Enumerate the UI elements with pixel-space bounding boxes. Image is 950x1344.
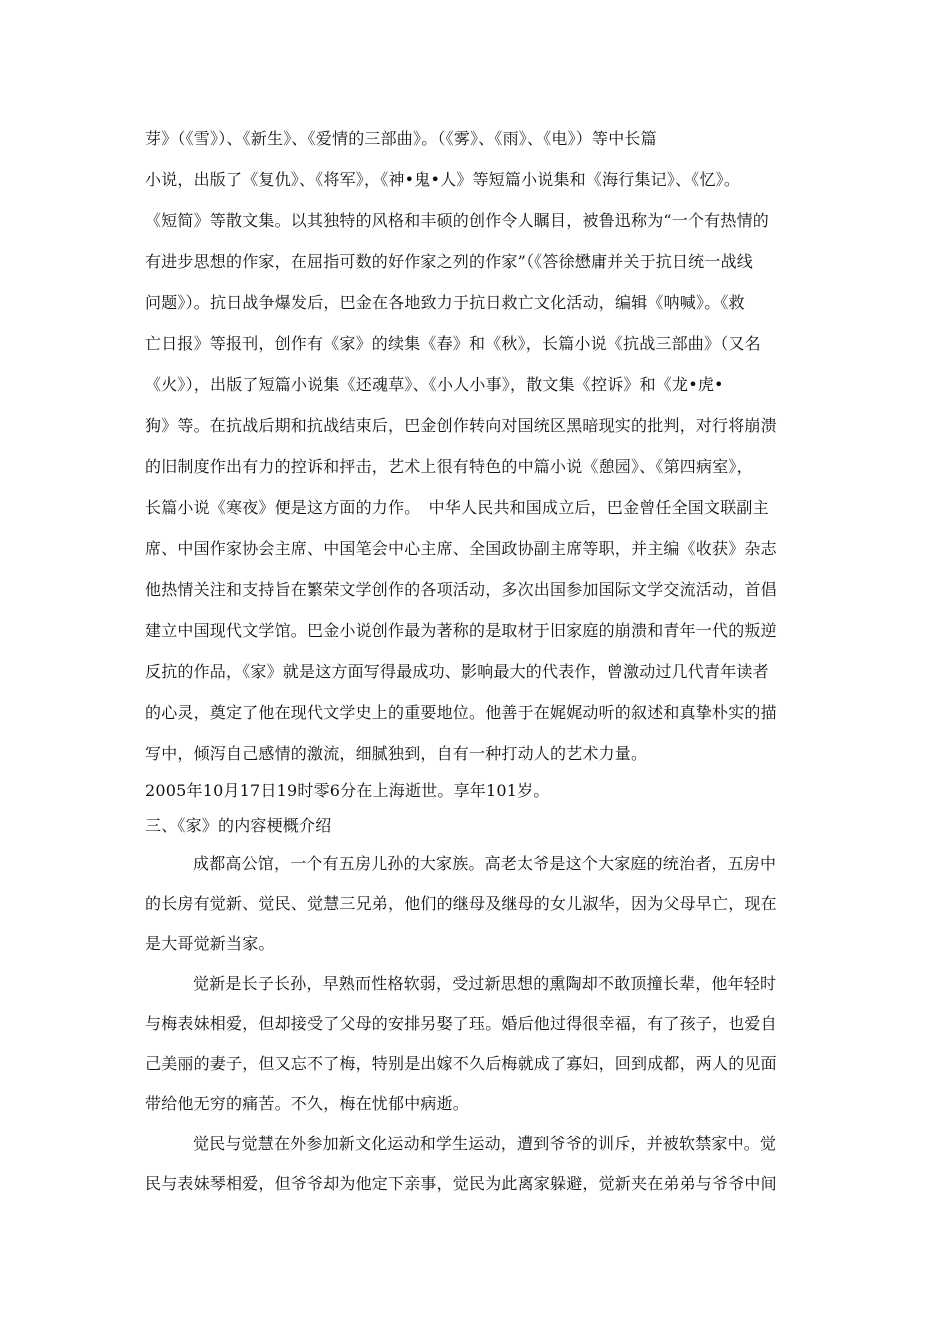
- text-line: 他热情关注和支持旨在繁荣文学创作的各项活动，多次出国参加国际文学交流活动，首倡: [145, 580, 777, 599]
- section-heading: 三、《家》的内容梗概介绍: [145, 816, 332, 835]
- text-line: 席、中国作家协会主席、中国笔会中心主席、全国政协副主席等职，并主编《收获》杂志: [145, 539, 777, 558]
- text-line: 有进步思想的作家，在屈指可数的好作家之列的作家”（《答徐懋庸并关于抗日统一战线: [145, 252, 753, 271]
- text-line: 亡日报》等报刊，创作有《家》的续集《春》和《秋》，长篇小说《抗战三部曲》（又名: [145, 334, 761, 353]
- text-line: 的心灵，奠定了他在现代文学史上的重要地位。他善于在娓娓动听的叙述和真挚朴实的描: [145, 703, 777, 722]
- text-line: 的长房有觉新、觉民、觉慧三兄弟，他们的继母及继母的女儿淑华，因为父母早亡，现在: [145, 894, 777, 913]
- text-line: 带给他无穷的痛苦。不久，梅在忧郁中病逝。: [145, 1094, 470, 1113]
- text-line: 《火》），出版了短篇小说集《还魂草》、《小人小事》，散文集《控诉》和《龙•虎•: [145, 375, 724, 394]
- text-line: 《短简》等散文集。以其独特的风格和丰硕的创作令人瞩目，被鲁迅称为“一个有热情的: [145, 211, 769, 230]
- text-line: 长篇小说《寒夜》便是这方面的力作。 中华人民共和国成立后，巴金曾任全国文联副主: [145, 498, 769, 517]
- paragraph-start: 觉新是长子长孙，早熟而性格软弱，受过新思想的熏陶却不敢顶撞长辈，他年轻时: [193, 974, 777, 993]
- paragraph-start: 觉民与觉慧在外参加新文化运动和学生运动，遭到爷爷的训斥，并被软禁家中。觉: [193, 1134, 777, 1153]
- text-line: 小说，出版了《复仇》、《将军》，《神•鬼•人》等短篇小说集和《海行集记》、《忆》。: [145, 170, 741, 189]
- text-line: 反抗的作品，《家》就是这方面写得最成功、影响最大的代表作，曾激动过几代青年读者: [145, 662, 769, 681]
- text-line: 建立中国现代文学馆。巴金小说创作最为著称的是取材于旧家庭的崩溃和青年一代的叛逆: [145, 621, 777, 640]
- text-line: 的旧制度作出有力的控诉和抨击，艺术上很有特色的中篇小说《憩园》、《第四病室》，: [145, 457, 753, 476]
- text-line: 己美丽的妻子，但又忘不了梅，特别是出嫁不久后梅就成了寡妇，回到成都，两人的见面: [145, 1054, 777, 1073]
- text-line: 与梅表妹相爱，但却接受了父母的安排另娶了珏。婚后他过得很幸福，有了孩子，也爱自: [145, 1014, 777, 1033]
- text-line: 问题》）。抗日战争爆发后，巴金在各地致力于抗日救亡文化活动，编辑《呐喊》。《救: [145, 293, 745, 312]
- text-line: 狗》等。在抗战后期和抗战结束后，巴金创作转向对国统区黑暗现实的批判，对行将崩溃: [145, 416, 777, 435]
- text-line: 民与表妹琴相爱，但爷爷却为他定下亲事，觉民为此离家躲避，觉新夹在弟弟与爷爷中间: [145, 1174, 777, 1193]
- paragraph-start: 成都高公馆，一个有五房儿孙的大家族。高老太爷是这个大家庭的统治者，五房中: [193, 854, 777, 873]
- date-line: 2005年10月17日19时零6分在上海逝世。享年101岁。: [145, 781, 550, 800]
- text-line: 是大哥觉新当家。: [145, 934, 275, 953]
- text-line: 芽》（《雪》）、《新生》、《爱情的三部曲》。（《雾》、《雨》、《电》）等中长篇: [145, 129, 657, 148]
- text-line: 写中，倾泻自己感情的激流，细腻独到，自有一种打动人的艺术力量。: [145, 744, 648, 763]
